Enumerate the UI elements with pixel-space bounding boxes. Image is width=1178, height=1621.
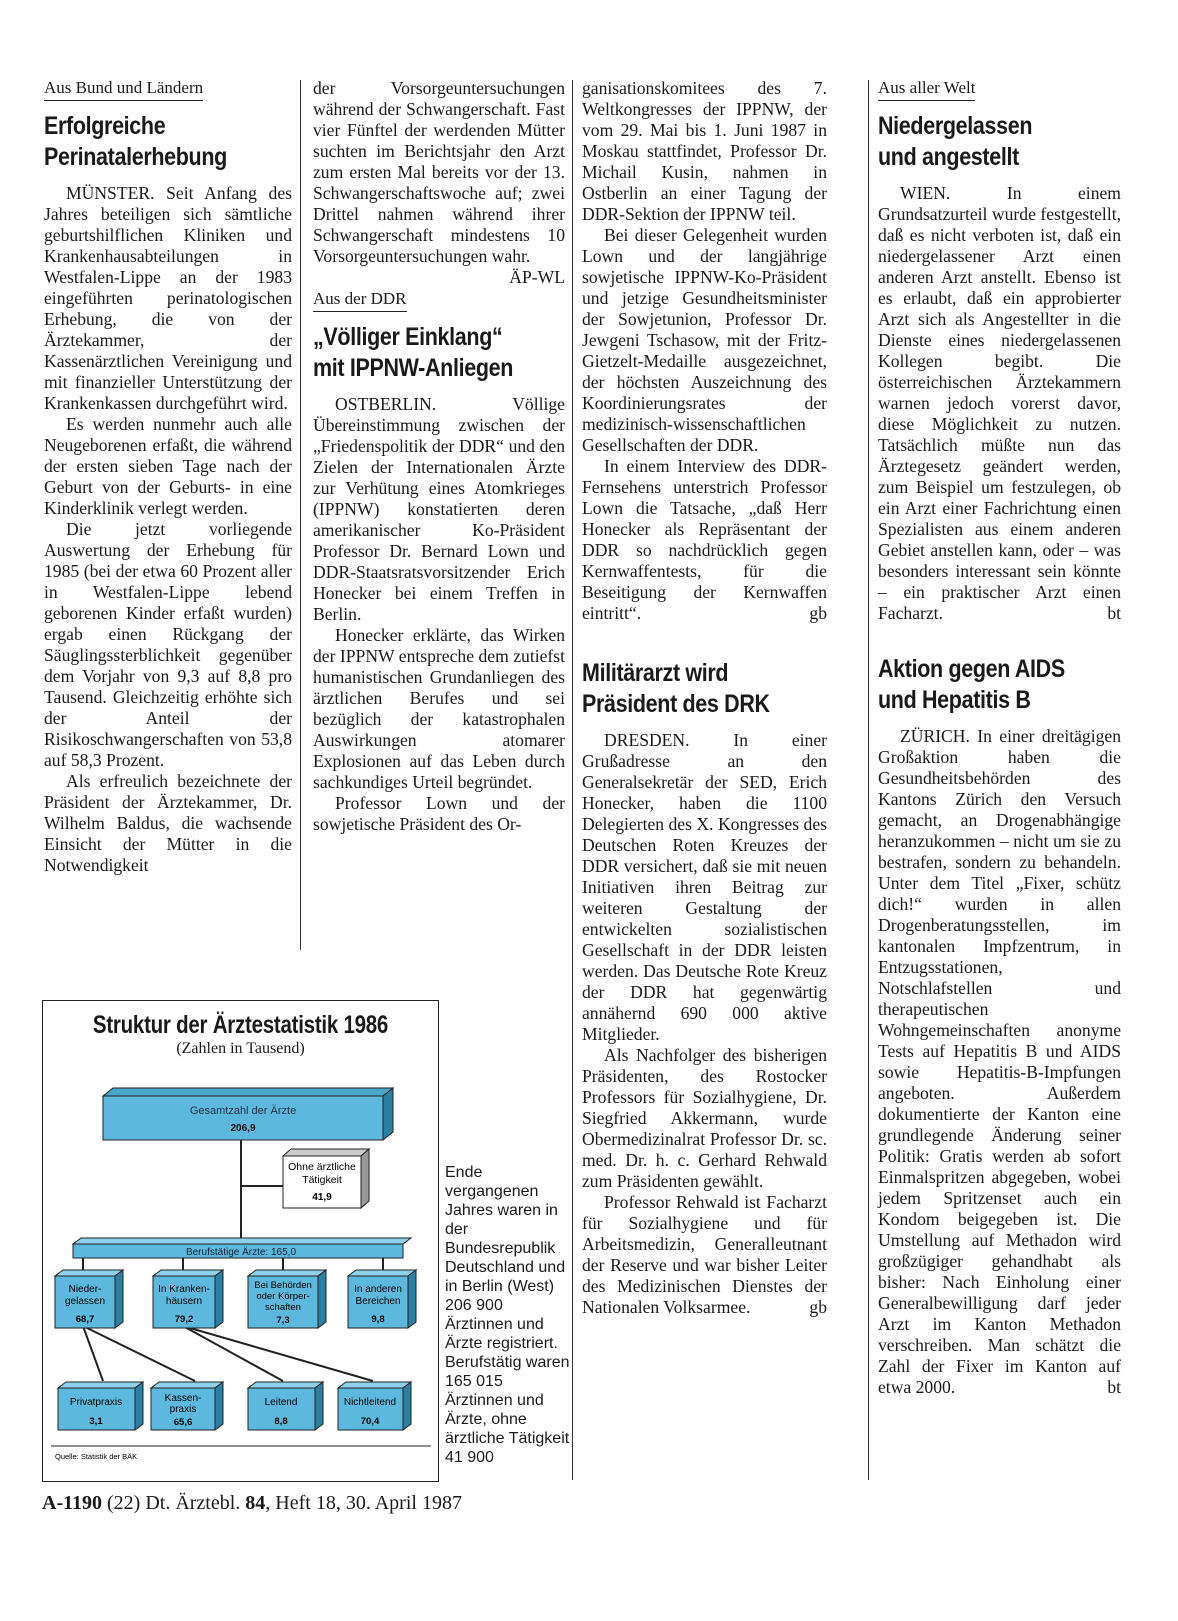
column-3 xyxy=(582,78,827,1318)
category-label: oder Körper- xyxy=(256,1291,310,1302)
paragraph: Es werden nunmehr auch alle Neugeborenen erfaßt, die während der ersten sieben Tage nach der Geburt von der Geburts- in eine Kinderklinik verlegt werden. xyxy=(44,414,292,518)
category-label: Bei Behörden xyxy=(254,1280,312,1291)
headline xyxy=(878,111,1087,173)
headline-line: Erfolgreiche xyxy=(44,112,166,140)
sub-category-label: Nichtleitend xyxy=(343,1397,397,1408)
paragraph: Die jetzt vorliegende Auswertung der Erhebung für 1985 (bei der etwa 60 Prozent aller in Westfalen-Lippe lebend geborenen Kinder erfaßt wurden) ergab einen Rückgang der Säuglingssterblichkeit gegenüber dem Vorjahr von 9,3 auf 8,8 pro Tausend. Gleichzeitig erhöhte sich der Anteil der Risikoschwangerschaften von 53,8 auf 58,3 Prozent. xyxy=(44,519,292,770)
box-top xyxy=(283,1149,369,1156)
column-rule xyxy=(572,80,573,1480)
headline-line: Militärarzt wird xyxy=(582,659,729,687)
category-value: 7,3 xyxy=(276,1315,290,1326)
page-number: A-1190 xyxy=(42,1492,102,1514)
category-label: gelassen xyxy=(64,1296,106,1307)
article-body xyxy=(44,183,292,876)
paragraph: Bei dieser Gelegenheit wurden Lown und der langjährige sowjetische IPPNW-Ko-Präsident und jetzige Gesundheitsminister der Sowjetunion, Professor Dr. Jewgeni Tschasow, mit der Fritz-Gietzelt-Medaille ausgezeichnet, der höchsten Auszeichnung des Koordinierungsrates der medizinisch-wissenschaftlichen Gesellschaften der DDR. xyxy=(582,225,827,455)
footer-journal: (22) Dt. Ärztebl. xyxy=(102,1492,246,1514)
total-label: Gesamtzahl der Ärzte xyxy=(189,1105,297,1117)
paragraph: Als erfreulich bezeichnete der Präsident der Ärztekammer, Dr. Wilhelm Baldus, die wachsende Einsicht der Mütter in die Notwendigkeit xyxy=(44,771,292,875)
headline-line: Aktion gegen AIDS xyxy=(878,655,1065,683)
category-label: Bereichen xyxy=(355,1296,401,1307)
headline-line: mit IPPNW-Anliegen xyxy=(313,354,514,382)
column-rule xyxy=(868,80,869,1480)
box-top xyxy=(103,1088,393,1096)
sub-category-value: 8,8 xyxy=(274,1416,288,1427)
box-side xyxy=(361,1149,369,1208)
footer-issue: , Heft 18, 30. April 1987 xyxy=(265,1492,462,1514)
category-label: schaften xyxy=(265,1302,301,1313)
article-body xyxy=(582,730,827,1318)
headline xyxy=(878,654,1087,716)
org-chart xyxy=(42,1000,439,1482)
paragraph: der Vorsorgeuntersuchungen während der Schwangerschaft. Fast vier Fünftel der werdenden Mütter suchten im Berichtsjahr den Arzt zum ersten Mal bereits vor der 13. Schwangerschaftswoche auf; zwei Drittel nahmen während ihrer Schwangerschaft mindestens 10 Vorsorgeuntersuchungen wahr. ÄP-WL xyxy=(313,78,565,287)
category-label: Nieder- xyxy=(68,1284,102,1295)
sub-category-label: Leitend xyxy=(264,1397,298,1408)
category-value: 79,2 xyxy=(174,1314,194,1325)
category-label: häusern xyxy=(165,1296,203,1307)
signature: gb xyxy=(809,603,827,623)
sub-category-label: Privatpraxis xyxy=(69,1397,123,1408)
headline-line: Niedergelassen xyxy=(878,112,1033,140)
category-box xyxy=(248,1270,326,1328)
category-value: 68,7 xyxy=(75,1314,95,1325)
sub-category-label: praxis xyxy=(169,1404,197,1415)
paragraph: Professor Lown und der sowjetische Präsident des Or- xyxy=(313,793,565,834)
sub-category-value: 3,1 xyxy=(89,1416,103,1427)
sub-category-box xyxy=(248,1382,323,1430)
total-value: 206,9 xyxy=(230,1123,256,1134)
sub-category-label: Kassen- xyxy=(164,1393,202,1404)
column-2 xyxy=(313,78,565,835)
category-value: 9,8 xyxy=(371,1314,385,1325)
rubric: Aus aller Welt xyxy=(878,78,975,101)
ohne-label: Ohne ärztliche xyxy=(288,1161,356,1173)
chart-source: Quelle: Statistik der BÄK xyxy=(55,1452,138,1461)
sub-category-box xyxy=(151,1382,223,1430)
article-body xyxy=(582,78,827,624)
paragraph: Professor Rehwald ist Facharzt für Sozialhygiene und für Arbeitsmedizin, Generalleutnant der Reserve und war bisher Leiter des Medizinischen Dienstes der Nationalen Volksarmee. gb xyxy=(582,1192,827,1317)
headline xyxy=(44,111,257,173)
paragraph: Als Nachfolger des bisherigen Präsidenten, des Rostocker Professors für Sozialhygiene, Dr. Siegfried Akkermann, wurde Obermedizinalrat Professor Dr. sc. med. Dr. h. c. Gerhard Rehwald zum Präsidenten gewählt. xyxy=(582,1045,827,1191)
headline-line: Präsident des DRK xyxy=(582,690,770,718)
footer-volume: 84 xyxy=(245,1492,266,1514)
column-rule xyxy=(300,80,301,950)
paragraph: In einem Interview des DDR-Fernsehens unterstrich Professor Lown die Tatsache, „daß Herr Honecker als Repräsentant der DDR so nachdrücklich gegen Kernwaffentests, für die Beseitigung der Kernwaffen eintritt“. gb xyxy=(582,456,827,623)
sub-category-value: 65,6 xyxy=(173,1417,193,1428)
article-body xyxy=(313,78,565,287)
category-box xyxy=(348,1270,416,1328)
ohne-label: Tätigkeit xyxy=(302,1174,342,1186)
connector-line xyxy=(183,1326,283,1381)
chart-subtitle: (Zahlen in Tausend) xyxy=(176,1040,305,1057)
category-label: In Kranken- xyxy=(158,1284,210,1295)
headline-line: und angestellt xyxy=(878,143,1019,171)
paragraph: DRESDEN. In einer Grußadresse an den Generalsekretär der SED, Erich Honecker, haben die 1100 Delegierten des X. Kongresses des Deutschen Roten Kreuzes der DDR versichert, daß sie mit neuen Initiativen ihren Beitrag zur weiteren Gestaltung der entwickelten sozialistischen Gesellschaft in der DDR leisten werden. Das Deutsche Rote Kreuz der DDR hat gegenwärtig annähernd 690 000 aktive Mitglieder. xyxy=(582,730,827,1044)
column-1 xyxy=(44,78,292,876)
sub-category-value: 70,4 xyxy=(360,1416,380,1427)
paragraph: WIEN. In einem Grundsatzurteil wurde festgestellt, daß es nicht verboten ist, daß ein niedergelassener Arzt einen anderen Arzt anstellt. Ebenso ist es erlaubt, daß ein approbierter Arzt sich als Angestellter in die Dienste eines niedergelassenen Kollegen begibt. Die österreichischen Ärztekammern warnen jedoch vorerst davor, diese Möglichkeit zu nutzen. Tatsächlich müßte nun das Ärztegesetz geändert werden, zum Beispiel um festzulegen, ob ein Arzt einer Fachrichtung einen Spezialisten aus einem anderen Gebiet anstellen kann, oder – was besonders interessant sein könnte – ein praktischer Arzt einen Facharzt. bt xyxy=(878,183,1121,623)
paragraph: OSTBERLIN. Völlige Übereinstimmung zwischen der „Friedenspolitik der DDR“ und den Zielen der Internationalen Ärzte zur Verhütung eines Atomkrieges (IPPNW) konstatierten deren amerikanischer Ko-Präsident Professor Dr. Bernard Lown und DDR-Staatsratsvorsitzender Erich Honecker bei einem Treffen in Berlin. xyxy=(313,394,565,624)
chart-caption: Ende vergangenen Jahres waren in der Bundesrepublik Deutschland und in Berlin (West) 206 900 Ärztinnen und Ärzte registriert. Berufstätig waren 165 015 Ärztinnen und Ärzte, ohne ärztliche Tätigkeit 41 900 xyxy=(445,1164,570,1466)
signature: gb xyxy=(809,1297,827,1317)
column-4 xyxy=(878,78,1121,1398)
headline-line: Perinatalerhebung xyxy=(44,143,227,171)
rubric: Aus Bund und Ländern xyxy=(44,78,203,101)
paragraph: Honecker erklärte, das Wirken der IPPNW entspreche dem zutiefst humanistischen Grundanliegen des ärztlichen Berufes und sei bezüglich der katastrophalen Auswirkungen atomarer Explosionen auf das Leben durch sachkundiges Urteil begründet. xyxy=(313,625,565,792)
paragraph: ganisationskomitees des 7. Weltkongresses der IPPNW, der vom 29. Mai bis 1. Juni 1987 in Moskau stattfindet, Professor Dr. Michail Kusin, nahmen in Ostberlin an einer Tagung der DDR-Sektion der IPPNW teil. xyxy=(582,78,827,224)
headline xyxy=(582,658,793,720)
signature: ÄP-WL xyxy=(509,267,565,287)
paragraph: ZÜRICH. In einer dreitägigen Großaktion haben die Gesundheitsbehörden des Kantons Zürich den Versuch gemacht, an Drogenabhängige heranzukommen – nicht um sie zu bestrafen, sondern zu behandeln. Unter dem Titel „Fixer, schütz dich!“ wurden in allen Drogenberatungsstellen, im kantonalen Impfzentrum, in Entzugsstationen, Notschlafstellen und therapeutischen Wohngemeinschaften anonyme Tests auf Hepatitis B und AIDS sowie Hepatitis-B-Impfungen angeboten. Außerdem dokumentierte der Kanton eine grundlegende Änderung seiner Politik: Gratis werden ab sofort Einmalspritzen abgegeben, wobei jedem Spritzenset auch ein Kondom beigegeben ist. Die Umstellung auf Methadon wird großzügiger gehandhabt als bisher: Nach Einholung einer Generalbewilligung darf jeder Arzt im Kanton Methadon verschreiben. Man schätzt die Zahl der Fixer im Kanton auf etwa 2000. bt xyxy=(878,726,1121,1397)
headline xyxy=(313,322,530,384)
ohne-value: 41,9 xyxy=(312,1192,332,1203)
signature: bt xyxy=(1107,603,1121,623)
category-box xyxy=(55,1270,123,1328)
article-body xyxy=(878,183,1121,624)
chart-title: Struktur der Ärztestatistik 1986 xyxy=(92,1011,389,1039)
paragraph: MÜNSTER. Seit Anfang des Jahres beteiligen sich sämtliche geburtshilflichen Kliniken und Krankenhausabteilungen in Westfalen-Lippe an der 1983 eingeführten perinatologischen Erhebung, die von der Ärztekammer, der Kassenärztlichen Vereinigung und mit finanzieller Unterstützung der Krankenkassen durchgeführt wird. xyxy=(44,183,292,413)
rubric: Aus der DDR xyxy=(313,289,407,312)
sub-category-box xyxy=(58,1382,143,1430)
box-side xyxy=(383,1088,393,1140)
article-body xyxy=(878,726,1121,1398)
org-chart-diagram xyxy=(43,1076,438,1476)
connector-line xyxy=(183,1326,373,1381)
headline-line: „Völliger Einklang“ xyxy=(313,323,503,351)
beruf-label: Berufstätige Ärzte: 165,0 xyxy=(185,1247,297,1258)
page-footer xyxy=(42,1492,462,1515)
signature: bt xyxy=(1107,1377,1121,1397)
category-box xyxy=(153,1270,223,1328)
box-top xyxy=(73,1238,411,1244)
article-body xyxy=(313,394,565,835)
sub-category-box xyxy=(338,1382,411,1430)
headline-line: und Hepatitis B xyxy=(878,686,1031,714)
category-label: In anderen xyxy=(354,1284,402,1295)
